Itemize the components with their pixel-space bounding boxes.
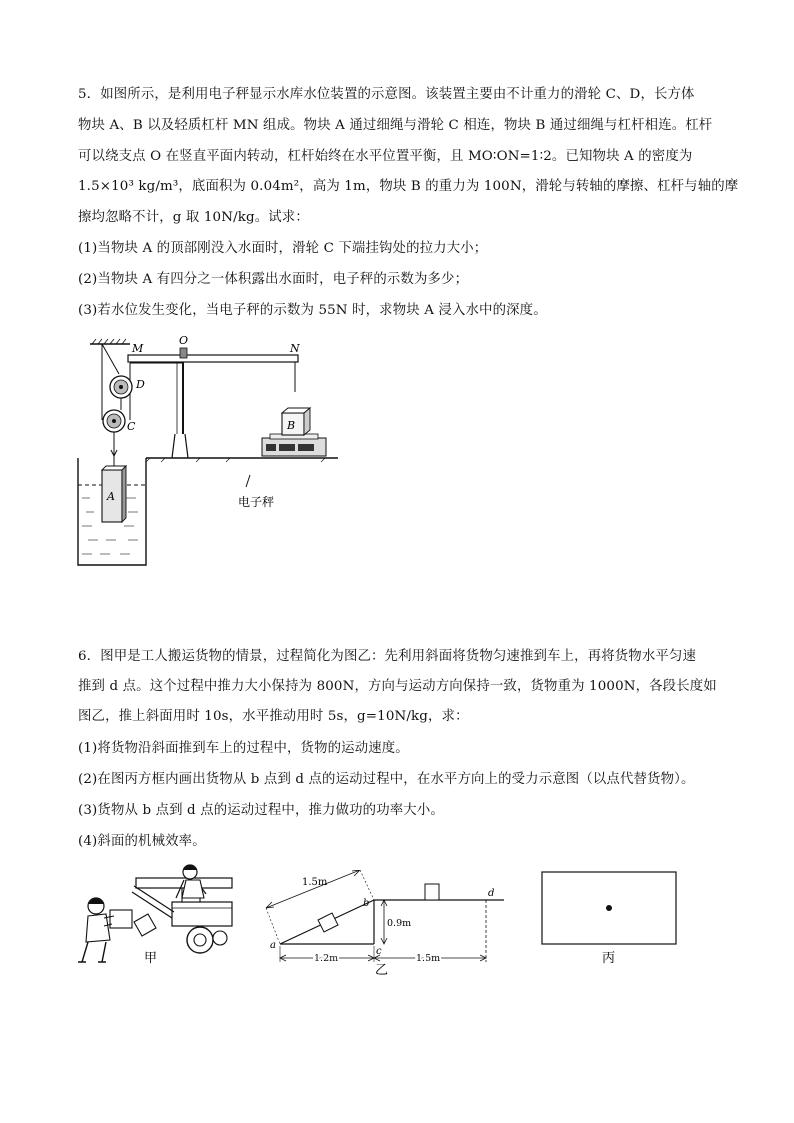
q6-line-5: (2)在图丙方框内画出货物从 b 点到 d 点的运动过程中，在水平方向上的受力示意图（以点代替货物）。 [78,772,695,787]
label-B: B [287,419,296,432]
q5-lever-figure [70,330,370,575]
base-length-label: 1.2m [314,953,339,964]
label-A: A [107,490,115,503]
scale-label: 电子秤 [238,495,275,509]
figure-bing [540,870,680,970]
point-d: d [488,888,495,899]
slope-length-label: 1.5m [302,877,328,888]
point-b: b [363,898,370,909]
q5-line-6: (1)当物块 A 的顶部刚没入水面时，滑轮 C 下端挂钩处的拉力大小； [78,241,488,256]
label-O: O [179,334,189,347]
caption-yi: 乙 [375,963,389,976]
q6-line-2: 推到 d 点。这个过程中推力大小保持为 800N，方向与运动方向保持一致，货物重为 1000N，各段长度如 [78,679,717,694]
figure-yi [262,870,512,976]
q6-line-1: 6．图甲是工人搬运货物的情景，过程简化为图乙：先利用斜面将货物匀速推到车上，再将货物水平匀速 [78,649,696,664]
cargo-point [606,905,612,911]
figure-jia [72,858,240,970]
q6-line-3: 图乙，推上斜面用时 10s，水平推动用时 5s，g=10N/kg，求： [78,709,469,724]
point-c: c [376,946,382,957]
q5-line-2: 物块 A、B 以及轻质杠杆 MN 组成。物块 A 通过细绳与滑轮 C 相连，物块 B 通过细绳与杠杆相连。杠杆 [78,118,713,133]
q5-line-4: 1.5×10³ kg/m³，底面积为 0.04m²，高为 1m，物块 B 的重力为 100N，滑轮与转轴的摩擦、杠杆与轴的摩 [78,179,739,194]
q6-line-4: (1)将货物沿斜面推到车上的过程中，货物的运动速度。 [78,741,409,756]
caption-jia: 甲 [144,951,158,966]
q5-line-5: 擦均忽略不计，g 取 10N/kg。试求： [78,210,309,225]
height-label: 0.9m [387,918,412,929]
flat-length-label: 1.5m [416,953,441,964]
caption-bing: 丙 [602,951,616,966]
q5-line-3: 可以绕支点 O 在竖直平面内转动，杠杆始终在水平位置平衡，且 MO∶ON=1∶2。已知物块 A 的密度为 [78,149,693,164]
q5-line-7: (2)当物块 A 有四分之一体积露出水面时，电子秤的示数为多少； [78,272,469,287]
label-C: C [127,420,136,433]
label-N: N [290,342,300,355]
q5-line-8: (3)若水位发生变化，当电子秤的示数为 55N 时，求物块 A 浸入水中的深度。 [78,303,547,318]
q5-line-1: 5．如图所示，是利用电子秤显示水库水位装置的示意图。该装置主要由不计重力的滑轮 C、D，长方体 [78,87,695,102]
label-M: M [132,342,144,355]
q6-line-6: (3)货物从 b 点到 d 点的运动过程中，推力做功的功率大小。 [78,803,444,818]
point-a: a [270,940,276,951]
label-D: D [136,378,145,391]
q6-line-7: (4)斜面的机械效率。 [78,834,206,849]
